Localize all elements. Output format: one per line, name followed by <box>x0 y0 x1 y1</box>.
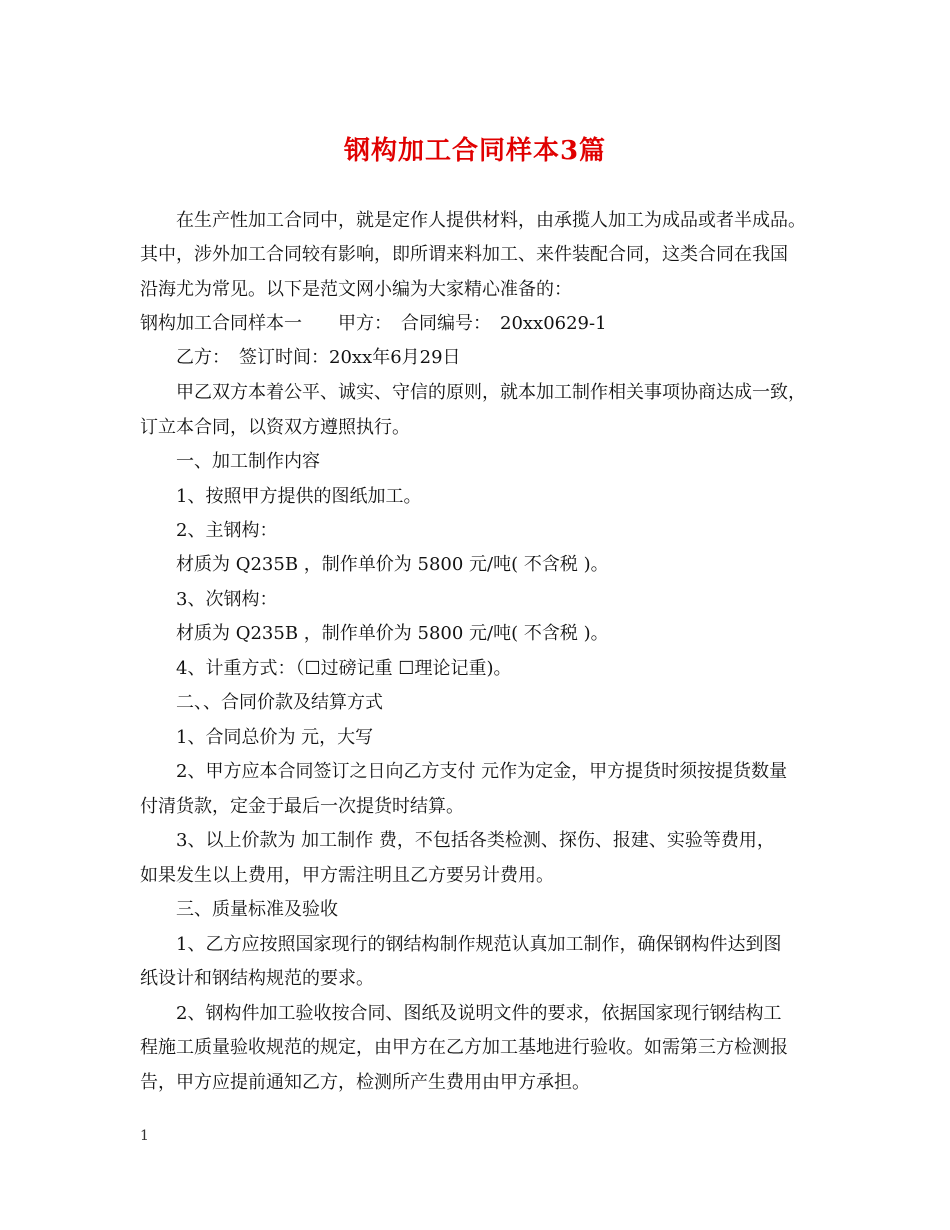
page-number: 1 <box>140 1128 149 1144</box>
paragraph-line: 沿海尤为常见。以下是范文网小编为大家精心准备的： <box>140 279 572 300</box>
paragraph-line: 4、计重方式：（☐过磅记重 ☐理论记重)。 <box>176 658 512 679</box>
section-heading: 一、加工制作内容 <box>176 451 320 472</box>
paragraph-line: 1、乙方应按照国家现行的钢结构制作规范认真加工制作，确保钢构件达到图 <box>176 934 782 955</box>
paragraph-line: 告，甲方应提前通知乙方，检测所产生费用由甲方承担。 <box>140 1072 590 1093</box>
paragraph-line: 2、钢构件加工验收按合同、图纸及说明文件的要求，依据国家现行钢结构工 <box>176 1003 782 1024</box>
paragraph-line: 付清货款，定金于最后一次提货时结算。 <box>140 796 464 817</box>
paragraph-line: 乙方： 签订时间：20xx年6月29日 <box>176 347 461 368</box>
paragraph-line: 其中，涉外加工合同较有影响，即所谓来料加工、来件装配合同，这类合同在我国 <box>140 244 788 265</box>
paragraph-line: 如果发生以上费用，甲方需注明且乙方要另计费用。 <box>140 865 554 886</box>
paragraph-line: 钢构加工合同样本一 甲方： 合同编号： 20xx0629-1 <box>140 313 607 334</box>
paragraph-line: 1、合同总价为 元，大写 <box>176 727 374 748</box>
paragraph-line: 3、次钢构： <box>176 589 278 610</box>
paragraph-line: 在生产性加工合同中，就是定作人提供材料，由承揽人加工为成品或者半成品。 <box>176 210 806 231</box>
paragraph-line: 订立本合同，以资双方遵照执行。 <box>140 417 410 438</box>
paragraph-line: 材质为 Q235B ，制作单价为 5800 元/吨( 不含税 )。 <box>176 554 609 575</box>
paragraph-line: 2、主钢构： <box>176 520 278 541</box>
document-title: 钢构加工合同样本3篇 <box>343 136 607 166</box>
paragraph-line: 甲乙双方本着公平、诚实、守信的原则，就本加工制作相关事项协商达成一致， <box>176 382 806 403</box>
paragraph-line: 2、甲方应本合同签订之日向乙方支付 元作为定金，甲方提货时须按提货数量 <box>176 761 788 782</box>
paragraph-line: 1、按照甲方提供的图纸加工。 <box>176 486 422 507</box>
section-heading: 三、质量标准及验收 <box>176 899 338 920</box>
paragraph-line: 材质为 Q235B ，制作单价为 5800 元/吨( 不含税 )。 <box>176 623 609 644</box>
paragraph-line: 程施工质量验收规范的规定，由甲方在乙方加工基地进行验收。如需第三方检测报 <box>140 1037 788 1058</box>
section-heading: 二、、合同价款及结算方式 <box>176 692 383 713</box>
paragraph-line: 3、以上价款为 加工制作 费，不包括各类检测、探伤、报建、实验等费用， <box>176 830 775 851</box>
paragraph-line: 纸设计和钢结构规范的要求。 <box>140 968 374 989</box>
